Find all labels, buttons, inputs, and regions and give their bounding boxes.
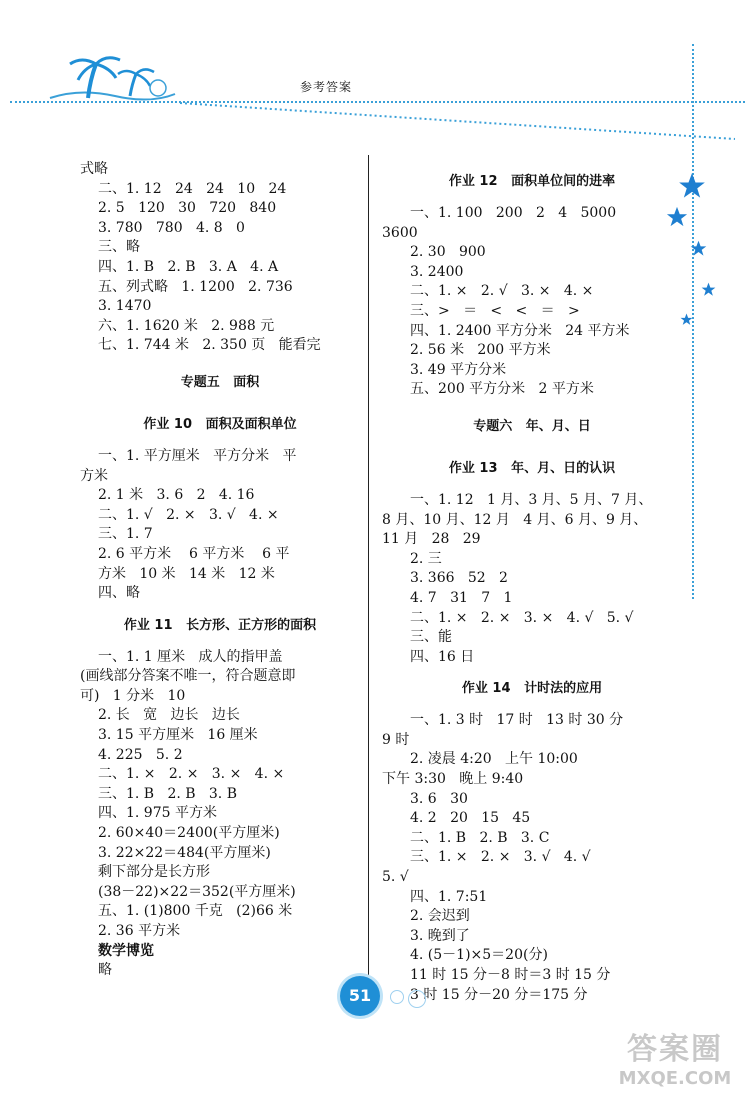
star-icon <box>690 240 707 257</box>
answer-line: 四、1. 975 平方米 <box>98 805 217 822</box>
answer-line: 3. 366 52 2 <box>410 570 508 587</box>
answer-line: 方米 <box>80 467 108 484</box>
answer-line: 下午 3:30 晚上 9:40 <box>382 771 524 788</box>
answer-line: 2. 60×40＝2400(平方厘米) <box>98 825 280 842</box>
answer-line: 3. 780 780 4. 8 0 <box>98 219 245 236</box>
answer-line: 4. 2 20 15 45 <box>410 810 531 827</box>
answer-line: 8 月、10 月、12 月 4 月、6 月、9 月、 <box>382 511 648 528</box>
answer-line: 三、略 <box>98 239 140 256</box>
answer-line: 二、1. × 2. × 3. × 4. × <box>98 766 285 783</box>
decor-bubble <box>390 990 404 1004</box>
answer-line: 二、1. B 2. B 3. C <box>410 829 550 846</box>
answer-line: 3. 15 平方厘米 16 厘米 <box>98 727 258 744</box>
right-column <box>382 160 682 1005</box>
watermark-line1: 答案圈 <box>627 1032 723 1067</box>
answer-line: 一、1. 3 时 17 时 13 时 30 分 <box>410 712 624 729</box>
page-number-badge <box>340 976 380 1016</box>
answer-line: 4. (5－1)×5＝20(分) <box>410 947 548 964</box>
answer-line: 2. 36 平方米 <box>98 923 181 939</box>
answer-line: 三、能 <box>410 629 452 646</box>
header-title: 参考答案 <box>300 80 353 94</box>
answer-line: 数学博览 <box>98 942 154 959</box>
answer-line: 5. √ <box>382 869 409 886</box>
section-heading: 专题五 面积 <box>180 374 260 390</box>
answer-line: 三、1. B 2. B 3. B <box>98 785 237 802</box>
answer-line: 五、1. (1)800 千克 (2)66 米 <box>98 903 293 920</box>
watermark <box>600 1032 750 1100</box>
answer-line: 2. 30 900 <box>410 244 486 261</box>
answer-line: 式略 <box>80 161 108 177</box>
answer-line: 2. 56 米 200 平方米 <box>410 342 551 359</box>
answer-line: 二、1. √ 2. × 3. √ 4. × <box>98 506 279 523</box>
answer-line: 一、1. 平方厘米 平方分米 平 <box>98 447 297 464</box>
left-column <box>80 160 360 981</box>
star-icon <box>678 172 706 200</box>
answer-line: 3. 晚到了 <box>410 927 470 944</box>
answer-line: (画线部分答案不唯一，符合题意即 <box>80 668 296 685</box>
section-heading: 作业 11 长方形、正方形的面积 <box>123 617 317 633</box>
answer-line: 3. 22×22＝484(平方厘米) <box>98 844 271 861</box>
header-diagonal-line <box>0 95 750 145</box>
answer-line: 11 月 28 29 <box>382 531 481 548</box>
watermark-line2: MXQE.COM <box>618 1068 732 1089</box>
answer-line: 三、1. 7 <box>98 526 153 543</box>
answer-line: 略 <box>98 962 112 979</box>
answer-line: 五、列式略 1. 1200 2. 736 <box>98 278 293 295</box>
answer-line: 四、1. 7:51 <box>410 888 488 905</box>
answer-line: 3 时 15 分－20 分＝175 分 <box>410 986 588 1003</box>
answer-line: 2. 1 米 3. 6 2 4. 16 <box>98 487 255 504</box>
answer-line: 2. 三 <box>410 550 442 567</box>
section-heading: 作业 10 面积及面积单位 <box>143 416 297 432</box>
answer-line: 11 时 15 分－8 时＝3 时 15 分 <box>410 967 611 983</box>
answer-line: 四、1. B 2. B 3. A 4. A <box>98 258 279 275</box>
answer-line: 七、1. 744 米 2. 350 页 能看完 <box>98 337 321 354</box>
answer-line: 三、> ＝ < < ＝ > <box>410 302 580 319</box>
decor-bubble <box>408 990 426 1008</box>
answer-line: 2. 5 120 30 720 840 <box>98 200 277 217</box>
answer-line: 3. 49 平方分米 <box>410 361 507 378</box>
answer-line: 剩下部分是长方形 <box>98 864 210 881</box>
answer-line: 4. 225 5. 2 <box>98 746 183 763</box>
answer-line: (38－22)×22＝352(平方厘米) <box>98 883 296 900</box>
answer-line: 四、略 <box>98 585 140 602</box>
answer-line: 4. 7 31 7 1 <box>410 589 513 606</box>
answer-line: 五、200 平方分米 2 平方米 <box>410 381 594 398</box>
section-heading: 作业 14 计时法的应用 <box>461 681 603 697</box>
star-icon <box>701 282 716 297</box>
page-number: 51 <box>340 976 380 1016</box>
answer-line: 三、1. × 2. × 3. √ 4. √ <box>410 849 591 866</box>
answer-line: 一、1. 100 200 2 4 5000 <box>410 205 617 221</box>
answer-line: 方米 10 米 14 米 12 米 <box>98 565 275 582</box>
answer-line: 二、1. × 2. √ 3. × 4. × <box>410 283 594 300</box>
answer-line: 3600 <box>382 224 418 241</box>
answer-line: 9 时 <box>382 731 410 748</box>
answer-line: 3. 1470 <box>98 298 152 315</box>
section-heading: 专题六 年、月、日 <box>473 418 591 434</box>
answer-line: 一、1. 12 1 月、3 月、5 月、7 月、 <box>410 491 653 508</box>
answer-line: 3. 6 30 <box>410 790 468 807</box>
answer-line: 四、16 日 <box>410 648 475 665</box>
answer-line: 四、1. 2400 平方分米 24 平方米 <box>410 322 630 339</box>
answer-line: 2. 长 宽 边长 边长 <box>98 707 240 724</box>
answer-line: 2. 凌晨 4:20 上午 10:00 <box>410 751 578 768</box>
answer-line: 可) 1 分米 10 <box>80 687 186 704</box>
answer-line: 二、1. × 2. × 3. × 4. √ 5. √ <box>410 609 634 626</box>
answer-line: 六、1. 1620 米 2. 988 元 <box>98 317 275 334</box>
column-separator <box>368 155 369 990</box>
answer-line: 2. 6 平方米 6 平方米 6 平 <box>98 545 290 562</box>
section-heading: 作业 13 年、月、日的认识 <box>448 460 616 476</box>
answer-line: 3. 2400 <box>410 263 464 280</box>
answer-line: 一、1. 1 厘米 成人的指甲盖 <box>98 648 283 665</box>
answer-line: 2. 会迟到 <box>410 908 470 925</box>
answer-line: 二、1. 12 24 24 10 24 <box>98 180 287 197</box>
section-heading: 作业 12 面积单位间的进率 <box>448 174 616 189</box>
